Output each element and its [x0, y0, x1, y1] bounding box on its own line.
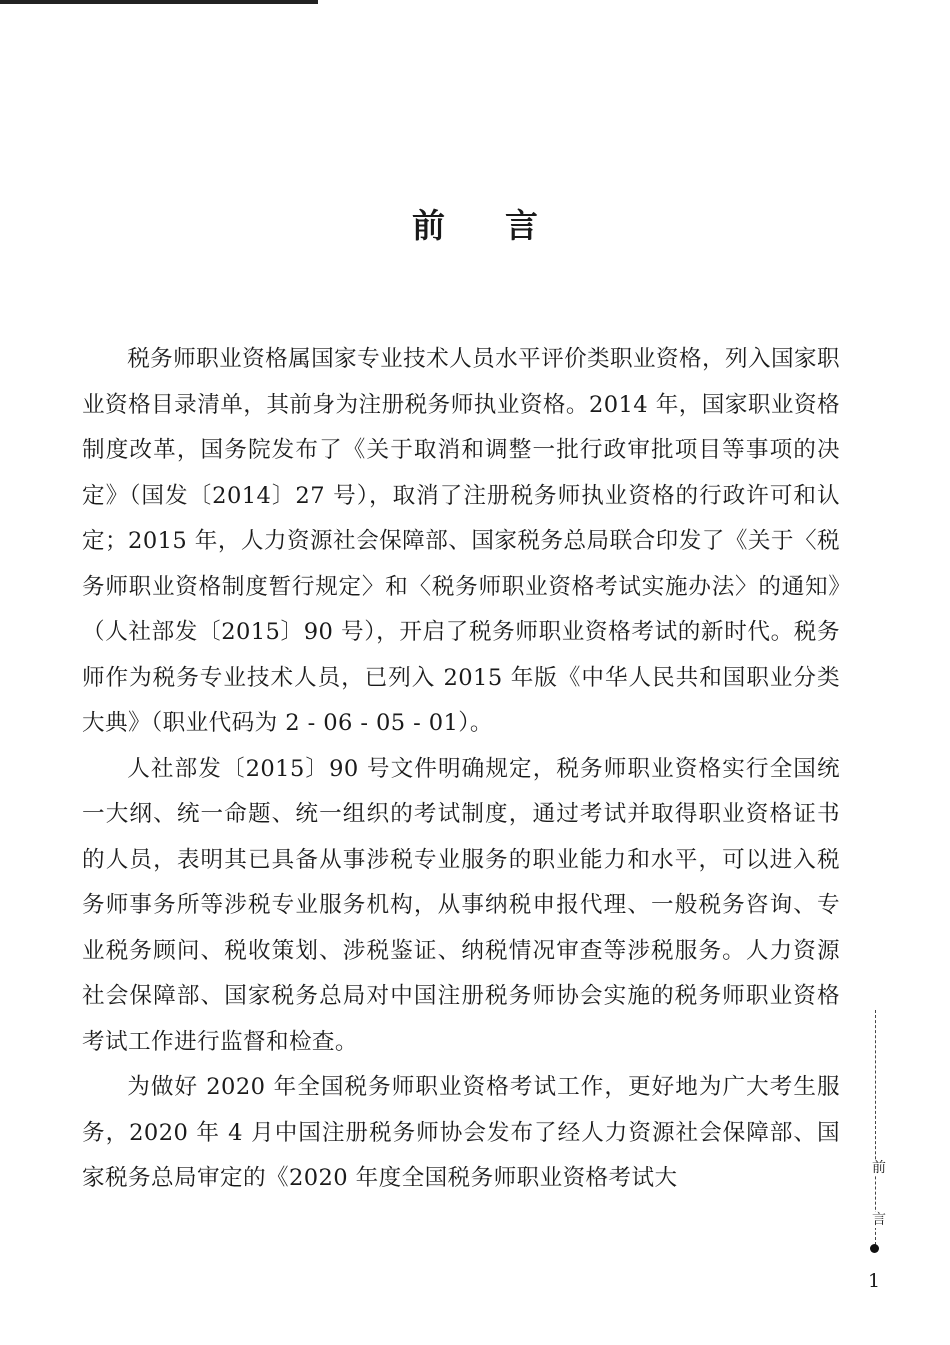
top-rule [0, 0, 318, 4]
page-title-char-2: 言 [505, 206, 538, 245]
paragraph-2: 人社部发〔2015〕90 号文件明确规定，税务师职业资格实行全国统一大纲、统一命题、统一组织的考试制度，通过考试并取得职业资格证书的人员，表明其已具备从事涉税专业服务的职业能力和水平，可以进入税务师事务所等涉税专业服务机构，从事纳税申报代理、一般税务咨询、专业税务顾问、税收策划、涉税鉴证、纳税情况审查等涉税服务。人力资源社会保障部、国家税务总局对中国注册税务师协会实施的税务师职业资格考试工作进行监督和检查。 [82, 755, 840, 1055]
body-text [82, 337, 840, 1202]
side-label-1: 前 [872, 1160, 886, 1176]
page-number: 1 [868, 1270, 881, 1292]
side-bullet-icon [870, 1244, 879, 1253]
paragraph-3: 为做好 2020 年全国税务师职业资格考试工作，更好地为广大考生服务，2020 年 4 月中国注册税务师协会发布了经人力资源社会保障部、国家税务总局审定的《2020 年度全国税务师职业资格考试大 [82, 1074, 840, 1191]
paragraph-1: 税务师职业资格属国家专业技术人员水平评价类职业资格，列入国家职业资格目录清单，其前身为注册税务师执业资格。2014 年，国家职业资格制度改革，国务院发布了《关于取消和调整一批行政审批项目等事项的决定》（国发〔2014〕27 号），取消了注册税务师执业资格的行政许可和认定；2015 年，人力资源社会保障部、国家税务总局联合印发了《关于〈税务师职业资格制度暂行规定〉和〈税务师职业资格考试实施办法〉的通知》（人社部发〔2015〕90 号），开启了税务师职业资格考试的新时代。税务师作为税务专业技术人员，已列入 2015 年版《中华人民共和国职业分类大典》（职业代码为 2 - 06 - 05 - 01）。 [82, 346, 840, 736]
side-dotted-line [875, 1010, 876, 1245]
page-title [0, 200, 950, 247]
side-label-2: 言 [872, 1212, 886, 1228]
page-title-char-1: 前 [412, 206, 445, 245]
